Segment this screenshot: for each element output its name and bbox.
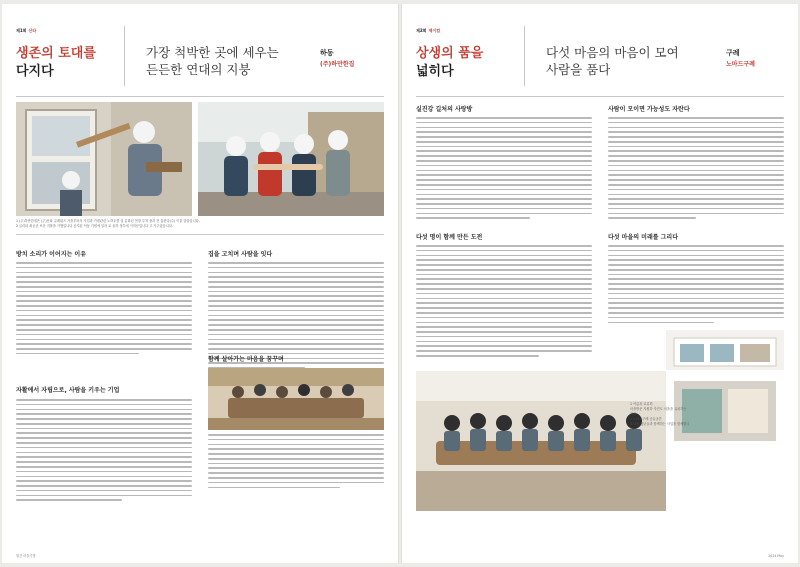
photo-caption: 1 여름과 교류회 마을방문 지원하 자진도 마을을 유치하는 자건 2 노마드구례 공유공간 3 다섯 청년들과 함께하는 사업을 함께합니다 — [630, 402, 690, 431]
photo-caption: 1 (주)하만한집은 (주)산타 클레위즈 가을부터의 사업과 가평관련 노하우를 실 분화된 현장 투척 품과 전 흡한다(주) 이불 알뜰입니다. 2 클리타 최공존 보문 지플을 가행입니다 공지된 덕동 기원에 일러 로 올하 정부에 이미문입니다 고 가주였습니다. — [16, 219, 200, 228]
section-subheading: 다섯 마을의 미래를 그리다 — [608, 234, 679, 241]
section-subheading: 함께 살아가는 마음을 꿈꾸며 — [208, 356, 284, 363]
divider — [524, 26, 525, 86]
right-page — [402, 4, 798, 563]
divider — [124, 26, 125, 86]
location-label: 하동 — [320, 49, 334, 57]
page-footer: 월간 마을기행 — [16, 554, 36, 558]
article-kicker: 상생의 품을 — [416, 46, 484, 61]
article-headline: 다지다 — [16, 64, 54, 79]
body-text — [208, 434, 384, 491]
divider — [16, 234, 384, 235]
section-subheading: 다섯 명이 함께 만든 도전 — [416, 234, 483, 241]
issue-tag: 제1회 산타 — [16, 28, 37, 33]
article-deck: 다섯 마음의 마음이 모여 사람을 품다 — [546, 45, 679, 77]
article-headline: 넓히다 — [416, 64, 454, 79]
photo-building — [666, 330, 784, 370]
section-subheading: 실진강 길처의 사랑방 — [416, 106, 473, 113]
body-text — [16, 262, 192, 358]
body-text — [16, 399, 192, 504]
article-deck: 가장 척박한 곳에 세우는 든든한 연대의 지붕 — [146, 45, 279, 77]
divider — [16, 96, 384, 97]
body-text — [608, 117, 784, 222]
issue-tag: 제2회 제이컴 — [416, 28, 441, 33]
photo-worker-group — [198, 102, 384, 216]
left-page — [2, 4, 398, 563]
section-subheading: 집을 고치며 사람을 잇다 — [208, 251, 273, 258]
article-kicker: 생존의 토대를 — [16, 46, 96, 61]
divider — [416, 96, 784, 97]
photo-nomad-members — [416, 371, 784, 511]
location-label: 구례 — [726, 49, 740, 57]
photo-construction-work — [16, 102, 192, 216]
organization-label: (주)하만한집 — [320, 61, 355, 68]
photo-community-dinner — [208, 368, 384, 430]
section-subheading: 방치 소리가 이어지는 이유 — [16, 251, 87, 258]
body-text — [416, 245, 592, 360]
organization-label: 노마드구례 — [726, 61, 755, 68]
body-text — [416, 117, 592, 222]
body-text — [608, 245, 784, 326]
page-footer: 2024 May — [768, 554, 784, 558]
section-subheading: 자활에서 자립으로, 사람을 키우는 기업 — [16, 387, 120, 394]
section-subheading: 사람이 모이면 가능성도 자란다 — [608, 106, 690, 113]
